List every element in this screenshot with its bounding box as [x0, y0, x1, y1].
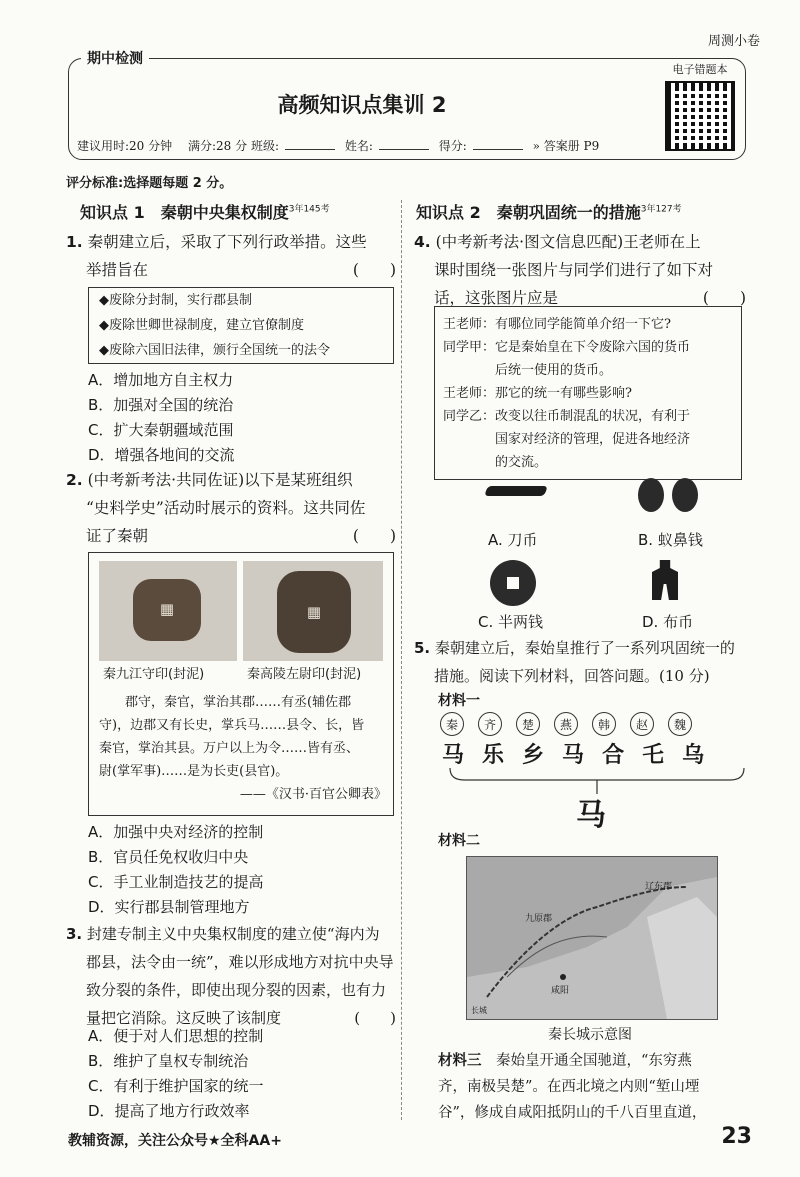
- spade-coin-icon: [652, 560, 678, 600]
- q1-stem-2: 举措旨在: [86, 261, 149, 279]
- q3-stem-1: 封建专制主义中央集权制度的建立使“海内为: [86, 925, 380, 943]
- material-2-label: 材料二: [438, 833, 480, 849]
- material-3-label: 材料三: [438, 1053, 482, 1069]
- double-chevron-icon: »: [532, 139, 540, 153]
- q1-option-c[interactable]: C．扩大秦朝疆域范围: [88, 421, 234, 439]
- name-field[interactable]: [379, 139, 429, 150]
- state-label: 楚: [516, 712, 540, 736]
- map-label: 九原郡: [525, 914, 553, 924]
- q2-stem-3: 证了秦朝: [86, 527, 149, 545]
- footer-note: 教辅资源，关注公众号★全科AA+: [68, 1133, 282, 1149]
- state-glyph: 马: [562, 742, 603, 768]
- q3-option-d[interactable]: D．提高了地方行政效率: [88, 1102, 250, 1120]
- full-score-label: 满分:28 分: [187, 139, 248, 153]
- state-glyph: 乐: [482, 742, 523, 768]
- q2-quote-line: 秦官，掌治其县。万户以上为令……皆有丞、: [99, 741, 360, 756]
- dialog-line: 王老师：有哪位同学能简单介绍一下它?: [443, 317, 671, 332]
- m3-line: 齐，南极吴楚”。在西北境之内则“堑山堙: [438, 1079, 700, 1095]
- q2-source-box: [88, 552, 394, 816]
- question-2: [66, 466, 396, 550]
- q1-options: [88, 368, 235, 468]
- time-label: 建议用时:20 分钟: [77, 139, 173, 153]
- meta-row: [77, 137, 599, 154]
- q5-number: 5.: [414, 639, 431, 657]
- q1-measure: ◆废除分封制，实行郡县制: [99, 293, 252, 308]
- q1-measures-box: [88, 287, 394, 364]
- page-title: 高频知识点集训 2: [277, 93, 447, 117]
- map-label: 辽东郡: [645, 882, 673, 892]
- dialog-line: 同学甲：它是秦始皇在下令废除六国的货币: [443, 340, 691, 355]
- qr-block: [659, 61, 741, 155]
- page-tag: 周测小卷: [707, 34, 760, 49]
- kp2-label: 知识点 2 秦朝巩固统一的措施: [416, 203, 641, 222]
- q1-stem-1: 秦朝建立后，采取了下列行政举措。这些: [87, 233, 367, 251]
- state-glyph: 乇: [642, 742, 683, 768]
- q2-quote-line: 守)，边郡又有长史，掌兵马……县令、长，皆: [99, 718, 365, 733]
- q2-quote: [99, 691, 387, 806]
- map-label: 咸阳: [551, 986, 570, 996]
- q1-option-b[interactable]: B．加强对全国的统治: [88, 396, 234, 414]
- q3-option-c[interactable]: C．有利于维护国家的统一: [88, 1077, 264, 1095]
- q2-option-d[interactable]: D．实行郡县制管理地方: [88, 898, 250, 916]
- question-3: [66, 920, 396, 1032]
- score-rule: 评分标准:选择题每题 2 分。: [66, 176, 233, 191]
- score-field[interactable]: [473, 139, 523, 150]
- map-caption: 秦长城示意图: [548, 1027, 632, 1043]
- q2-options: [88, 820, 263, 920]
- state-label: 齐: [478, 712, 502, 736]
- q1-measure: ◆废除六国旧法律，颁行全国统一的法令: [99, 343, 330, 358]
- q3-option-a[interactable]: A．便于对人们思想的控制: [88, 1027, 264, 1045]
- material-3: [438, 1048, 754, 1126]
- q4-option-b[interactable]: B. 蚁鼻钱: [638, 531, 703, 549]
- state-glyph: 马: [442, 742, 483, 768]
- dialog-line: 王老师：那它的统一有哪些影响?: [443, 386, 632, 401]
- dialog-line: 同学乙：改变以往币制混乱的状况，有利于: [443, 409, 691, 424]
- dialog-line: 国家对经济的管理，促进各地经济: [443, 432, 691, 447]
- q3-answer-paren[interactable]: ( ): [354, 1009, 396, 1027]
- unified-glyph: 马: [576, 798, 606, 833]
- seal-clay-icon: ▦: [277, 571, 351, 653]
- map-drawing: [467, 857, 717, 1019]
- q2-stem-2: “史料学史”活动时展示的资料。这共同佐: [86, 499, 366, 517]
- q2-option-a[interactable]: A．加强中央对经济的控制: [88, 823, 264, 841]
- q3-stem-4: 量把它消除。这反映了该制度: [86, 1009, 282, 1027]
- ant-nose-coin-icon: [638, 478, 664, 512]
- q2-number: 2.: [66, 471, 83, 489]
- column-divider: [401, 200, 402, 1120]
- m3-line: 谷”，修成自咸阳抵阴山的千八百里直道，: [438, 1105, 707, 1121]
- page-number: 23: [721, 1124, 752, 1149]
- q4-answer-paren[interactable]: ( ): [702, 289, 746, 307]
- state-glyph: 合: [602, 742, 643, 768]
- q1-number: 1.: [66, 233, 83, 251]
- q1-measure: ◆废除世卿世禄制度，建立官僚制度: [99, 318, 304, 333]
- answer-ref: 答案册 P9: [543, 139, 600, 153]
- map-legend: 长城: [471, 1006, 487, 1015]
- seal-clay-icon: ▦: [133, 579, 201, 641]
- q3-number: 3.: [66, 925, 83, 943]
- class-field[interactable]: [285, 139, 335, 150]
- banliang-coin-icon: [490, 560, 536, 606]
- q1-option-d[interactable]: D．增强各地间的交流: [88, 446, 235, 464]
- name-label: 姓名:: [344, 139, 373, 153]
- q4-stem-2: 课时围绕一张图片与同学们进行了如下对: [434, 261, 714, 279]
- q4-dialog-box: [434, 306, 742, 480]
- score-label: 得分:: [438, 139, 467, 153]
- state-label: 韩: [592, 712, 616, 736]
- q2-stem-1: (中考新考法·共同佐证)以下是某班组织: [87, 471, 353, 489]
- q2-option-c[interactable]: C．手工业制造技艺的提高: [88, 873, 264, 891]
- m3-line: 秦始皇开通全国驰道，“东穷燕: [496, 1053, 692, 1069]
- q4-stem-3: 话，这张图片应是: [434, 289, 559, 307]
- q4-stem-1: (中考新考法·图文信息匹配)王老师在上: [435, 233, 701, 251]
- question-5: [414, 634, 750, 690]
- knife-coin-icon: [484, 486, 548, 496]
- q4-option-d[interactable]: D. 布币: [642, 613, 694, 631]
- q3-stem-2: 郡县，法令由一统”，难以形成地方对抗中央导: [86, 953, 394, 971]
- q4-option-a[interactable]: A. 刀币: [488, 531, 538, 549]
- glyphs-row: [442, 738, 754, 769]
- coin-hole: [507, 577, 519, 589]
- ant-nose-coin-icon: [672, 478, 698, 512]
- question-1: [66, 228, 396, 284]
- section-label: 期中检测: [81, 48, 149, 68]
- q4-option-c[interactable]: C. 半两钱: [478, 613, 544, 631]
- class-label: 班级:: [250, 139, 279, 153]
- q1-option-a[interactable]: A．增加地方自主权力: [88, 371, 234, 389]
- state-glyph: 乌: [682, 742, 723, 768]
- header-box: [68, 51, 746, 160]
- state-label: 秦: [440, 712, 464, 736]
- seal-caption-1: 秦九江守印(封泥): [103, 667, 205, 682]
- q4-number: 4.: [414, 233, 431, 251]
- seal-image-2: [243, 561, 383, 661]
- great-wall-map: [466, 856, 718, 1020]
- q3-option-b[interactable]: B．维护了皇权专制统治: [88, 1052, 249, 1070]
- states-row: [440, 712, 752, 736]
- state-label: 赵: [630, 712, 654, 736]
- q5-stem-2: 措施。阅读下列材料，回答问题。(10 分): [434, 667, 710, 685]
- q2-quote-line: 尉(掌军事)……是为长吏(县官)。: [99, 764, 289, 779]
- seal-caption-2: 秦高陵左尉印(封泥): [247, 667, 362, 682]
- qr-label: 电子错题本: [672, 63, 728, 76]
- state-label: 燕: [554, 712, 578, 736]
- q2-quote-line: 郡守，秦官，掌治其郡……有丞(辅佐郡: [125, 695, 352, 710]
- q3-options: [88, 1024, 263, 1124]
- dialog-line: 后统一使用的货币。: [443, 363, 613, 378]
- qr-code-icon[interactable]: [665, 81, 735, 151]
- kp2-stat: 3年127考: [640, 204, 682, 215]
- kp1-label: 知识点 1 秦朝中央集权制度: [80, 203, 289, 222]
- state-glyph: 乡: [522, 742, 563, 768]
- state-label: 魏: [668, 712, 692, 736]
- q3-stem-3: 致分裂的条件，即使出现分裂的因素，也有力: [86, 981, 387, 999]
- q2-answer-paren[interactable]: ( ): [352, 527, 396, 545]
- q1-answer-paren[interactable]: ( ): [352, 261, 396, 279]
- q4-dialog: [443, 313, 737, 474]
- kp1-stat: 3年145考: [288, 204, 330, 215]
- seal-image-1: [99, 561, 237, 661]
- q2-quote-source: ——《汉书·百官公卿表》: [239, 787, 387, 802]
- dialog-line: 的交流。: [443, 455, 548, 470]
- material-1-label: 材料一: [438, 693, 480, 709]
- knowledge-point-1: [80, 200, 330, 223]
- q5-stem-1: 秦朝建立后，秦始皇推行了一系列巩固统一的: [434, 639, 735, 657]
- q2-option-b[interactable]: B．官员任免权收归中央: [88, 848, 249, 866]
- question-4: [414, 228, 746, 312]
- knowledge-point-2: [416, 200, 682, 223]
